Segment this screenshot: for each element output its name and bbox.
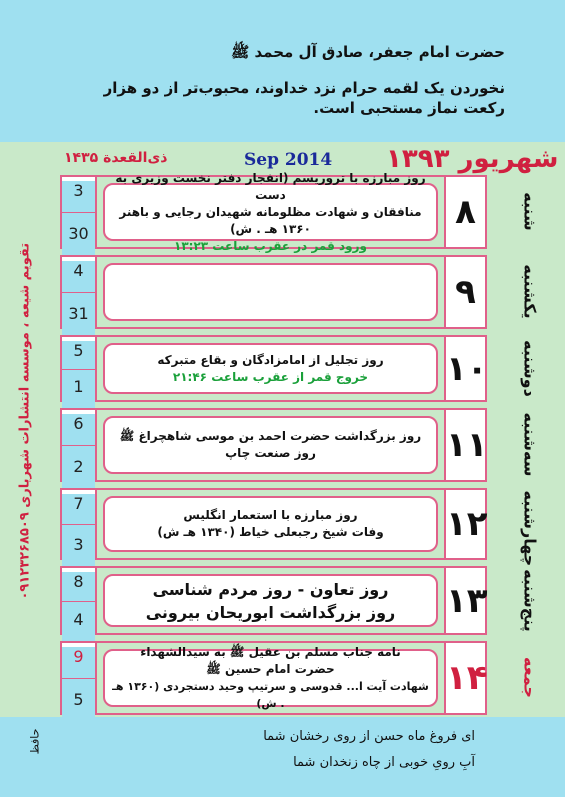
weekday-label: سه‌شنبه xyxy=(520,412,540,477)
gregorian-day: 31 xyxy=(68,304,89,323)
persian-day: ۸ xyxy=(455,192,476,232)
date-box xyxy=(60,566,97,635)
events-box xyxy=(97,566,444,635)
event-line: حضرت امام حسین ﷺ xyxy=(206,662,335,676)
event-line: شهادت آیت ا... قدوسی و سرتیپ وحید دستجردی (۱۳۶۰ هـ . ش) xyxy=(112,680,429,710)
event-line: منافقان و شهادت مظلومانه شهیدان رجایی و باهنر ۱۳۶۰ هـ . ش) xyxy=(119,204,422,236)
event-line: روز مبارزه با استعمار انگلیس xyxy=(183,508,358,522)
hadith-line-1: حضرت امام جعفر، صادق آل محمد ﷺ xyxy=(231,43,505,61)
event-line: روز مبارزه با تروریسم (انفجار دفتر نخست وزیری به دست xyxy=(115,170,426,202)
events-card xyxy=(103,170,438,253)
date-divider xyxy=(62,678,95,679)
events-box xyxy=(97,408,444,482)
event-line: نامه جناب مسلم بن عقیل ﷺ به سیدالشهداء xyxy=(140,645,401,659)
events-box xyxy=(97,641,444,715)
day-row xyxy=(60,335,487,402)
poem-line-2: آبِ رویِ خوبی از چاه زنخدان شما xyxy=(293,755,475,770)
date-divider xyxy=(62,369,95,370)
persian-day-box xyxy=(444,641,487,715)
month-persian: شهریور ۱۳۹۳ xyxy=(386,144,559,174)
date-box xyxy=(60,408,97,482)
persian-day: ۱۲ xyxy=(446,504,488,544)
event-line: روز بزرگداشت ابوریحان بیرونی xyxy=(145,602,396,622)
gregorian-day: 1 xyxy=(73,377,84,396)
day-row xyxy=(60,408,487,482)
events-card xyxy=(103,416,438,474)
weekday-label: پنج‌شنبه xyxy=(520,568,540,632)
day-row xyxy=(60,641,487,715)
event-line: ورود قمر در عقرب ساعت ۱۳:۲۳ xyxy=(174,238,367,253)
event-line: روز صنعت چاپ xyxy=(225,446,316,460)
hadith-line-3: رکعت نماز مستحبی است. xyxy=(313,99,505,117)
hijri-day: 6 xyxy=(62,414,95,556)
day-row xyxy=(60,566,487,635)
gregorian-day: 30 xyxy=(68,224,89,243)
events-box xyxy=(97,170,444,253)
persian-day: ۹ xyxy=(455,272,476,312)
events-box xyxy=(97,488,444,560)
publisher-vertical-text: تقویم شیعه ، موسسه انتشارات شهریاری ۰۹۱۲۳۲۶۸۵۰۹ xyxy=(17,242,33,600)
events-card xyxy=(103,645,438,710)
poem-line-1: ای فروغ ماه حسن از روی رخشان شما xyxy=(263,729,475,744)
date-box xyxy=(60,175,97,249)
hijri-day: 4 xyxy=(62,261,95,403)
persian-day-box xyxy=(444,175,487,249)
event-line: روز تعاون - روز مردم شناسی xyxy=(152,579,389,599)
date-divider xyxy=(62,292,95,293)
date-box xyxy=(60,488,97,560)
hadith-line-2: نخوردن یک لقمه حرام نزد خداوند، محبوب‌تر از دو هزار xyxy=(103,79,505,97)
hijri-day: 9 xyxy=(62,647,95,789)
weekday-label: یکشنبه xyxy=(520,264,540,319)
events-card xyxy=(103,263,438,321)
day-row xyxy=(60,488,487,560)
events-box xyxy=(97,335,444,402)
event-line: خروج قمر از عقرب ساعت ۲۱:۴۶ xyxy=(172,369,369,384)
events-card xyxy=(103,343,438,394)
month-gregorian: Sep 2014 xyxy=(244,150,333,170)
date-box xyxy=(60,255,97,329)
events-box xyxy=(97,255,444,329)
weekday-label: دوشنبه xyxy=(520,339,540,397)
poet-name: حافظ xyxy=(28,728,42,755)
poem-panel xyxy=(0,717,565,797)
month-hijri: ۱۴۳۵ ذی‌القعدة xyxy=(64,150,168,166)
event-line: روز بزرگداشت حضرت احمد بن موسی شاهچراغ ﷺ xyxy=(119,429,422,443)
persian-day-box xyxy=(444,255,487,329)
gregorian-day: 2 xyxy=(73,457,84,476)
persian-day-box xyxy=(444,408,487,482)
gregorian-day: 4 xyxy=(73,610,84,629)
events-card xyxy=(103,574,438,627)
hijri-day: 8 xyxy=(62,572,95,714)
persian-day-box xyxy=(444,566,487,635)
event-line: وفات شیخ رجبعلی خیاط (۱۳۴۰ هـ ش) xyxy=(157,525,384,539)
date-divider xyxy=(62,601,95,602)
weekday-label: جمعه xyxy=(520,657,540,698)
date-divider xyxy=(62,524,95,525)
day-row xyxy=(60,170,487,253)
persian-day: ۱۱ xyxy=(446,425,488,465)
gregorian-day: 5 xyxy=(73,690,84,709)
persian-day-box xyxy=(444,488,487,560)
event-line: روز تجلیل از امامزادگان و بقاع متبرکه xyxy=(157,352,384,367)
hijri-day: 5 xyxy=(62,341,95,483)
persian-day-box xyxy=(444,335,487,402)
weekday-label: چهارشنبه xyxy=(520,490,540,567)
hijri-day: 3 xyxy=(62,181,95,323)
gregorian-day: 3 xyxy=(73,535,84,554)
hadith-panel xyxy=(0,0,565,142)
persian-day: ۱۰ xyxy=(446,348,488,389)
date-divider xyxy=(62,445,95,446)
day-row xyxy=(60,255,487,329)
hijri-day: 7 xyxy=(62,494,95,636)
persian-day: ۱۳ xyxy=(446,580,488,621)
persian-day: ۱۴ xyxy=(446,658,488,698)
weekday-label: شنبه xyxy=(520,192,540,231)
events-card xyxy=(103,496,438,552)
date-divider xyxy=(62,212,95,213)
date-box xyxy=(60,641,97,715)
date-box xyxy=(60,335,97,402)
